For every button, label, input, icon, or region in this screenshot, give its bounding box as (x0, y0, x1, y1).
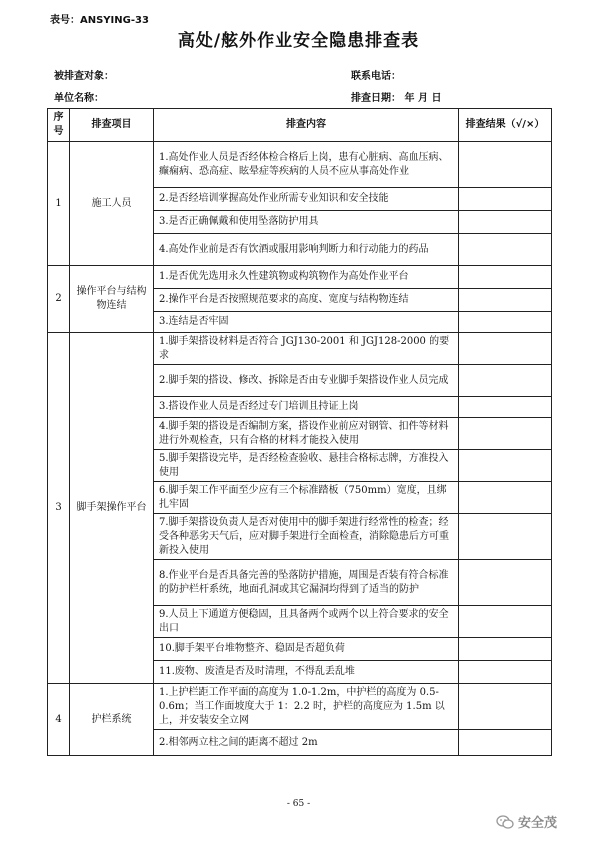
result-cell[interactable] (459, 606, 552, 638)
page-title: 高处/舷外作业安全隐患排查表 (177, 31, 420, 51)
section-number: 3 (48, 333, 70, 684)
check-item: 5.脚手架搭设完毕，是否经检查验收、悬挂合格标志牌，方准投入使用 (154, 450, 459, 482)
check-item: 6.脚手架工作平面至少应有三个标准踏板（750mm）宽度，且绑扎牢固 (154, 482, 459, 514)
result-cell[interactable] (459, 188, 552, 211)
check-item: 2.操作平台是否按照规范要求的高度、宽度与结构物连结 (154, 289, 459, 312)
result-cell[interactable] (459, 142, 552, 188)
check-item: 8.作业平台是否具备完善的坠落防护措施，周围是否装有符合标准的防护栏杆系统，地面孔洞或其它漏洞均得到了适当的防护 (154, 560, 459, 606)
section-number: 1 (48, 142, 70, 266)
header-content: 排查内容 (154, 109, 459, 142)
result-cell[interactable] (459, 514, 552, 560)
inspection-table (47, 108, 552, 756)
check-item: 10.脚手架平台堆物整齐、稳固是否超负荷 (154, 638, 459, 661)
section-name: 施工人员 (70, 142, 154, 266)
check-item: 2.是否经培训掌握高处作业所需专业知识和安全技能 (154, 188, 459, 211)
table-row (48, 266, 552, 289)
watermark-text: 安全茂 (518, 816, 558, 831)
section-name: 操作平台与结构物连结 (70, 266, 154, 333)
result-cell[interactable] (459, 289, 552, 312)
result-cell[interactable] (459, 234, 552, 266)
table-body (48, 142, 552, 756)
result-cell[interactable] (459, 450, 552, 482)
field-target-label: 被排查对象： (54, 71, 114, 82)
result-cell[interactable] (459, 333, 552, 365)
result-cell[interactable] (459, 266, 552, 289)
check-item: 1.脚手架搭设材料是否符合 JGJ130-2001 和 JGJ128-2000 的要求 (154, 333, 459, 365)
check-item: 1.是否优先选用永久性建筑物或构筑物作为高处作业平台 (154, 266, 459, 289)
check-item: 4.脚手架的搭设是否编制方案，搭设作业前应对钢管、扣件等材料进行外观检查，只有合格的材料才能投入使用 (154, 418, 459, 450)
check-item: 2.脚手架的搭设、修改、拆除是否由专业脚手架搭设作业人员完成 (154, 365, 459, 397)
table-row (48, 142, 552, 188)
check-item: 9.人员上下通道方便稳固，且具备两个或两个以上符合要求的安全出口 (154, 606, 459, 638)
wechat-icon (496, 815, 514, 829)
section-name: 脚手架操作平台 (70, 333, 154, 684)
field-unit-label: 单位名称： (54, 93, 104, 104)
check-item: 3.是否正确佩戴和使用坠落防护用具 (154, 211, 459, 234)
check-item: 7.脚手架搭设负责人是否对使用中的脚手架进行经常性的检查；经受各种恶劣天气后，应对脚手架进行全面检查，消除隐患后方可重新投入使用 (154, 514, 459, 560)
watermark (496, 812, 557, 831)
field-phone-label: 联系电话： (351, 71, 401, 82)
header-item: 排查项目 (70, 109, 154, 142)
page-number: - 65 - (286, 799, 311, 809)
check-item: 3.连结是否牢固 (154, 312, 459, 333)
result-cell[interactable] (459, 482, 552, 514)
result-cell[interactable] (459, 661, 552, 684)
check-item: 2.相邻两立柱之间的距离不超过 2m (154, 730, 459, 756)
form-code: 表号：ANSYING-33 (50, 15, 149, 26)
table-header-row (48, 109, 552, 142)
table-row (48, 333, 552, 365)
result-cell[interactable] (459, 730, 552, 756)
result-cell[interactable] (459, 397, 552, 418)
section-name: 护栏系统 (70, 684, 154, 756)
check-item: 11.废物、废渣是否及时清理，不得乱丢乱堆 (154, 661, 459, 684)
result-cell[interactable] (459, 418, 552, 450)
header-result: 排查结果（√/×） (459, 109, 552, 142)
result-cell[interactable] (459, 560, 552, 606)
table-row (48, 684, 552, 730)
result-cell[interactable] (459, 211, 552, 234)
check-item: 1.高处作业人员是否经体检合格后上岗，患有心脏病、高血压病、癫痫病、恐高症、眩晕症等疾病的人员不应从事高处作业 (154, 142, 459, 188)
result-cell[interactable] (459, 684, 552, 730)
header-no: 序号 (48, 109, 70, 142)
result-cell[interactable] (459, 638, 552, 661)
check-item: 3.搭设作业人员是否经过专门培训且持证上岗 (154, 397, 459, 418)
section-number: 2 (48, 266, 70, 333)
check-item: 4.高处作业前是否有饮酒或服用影响判断力和行动能力的药品 (154, 234, 459, 266)
result-cell[interactable] (459, 365, 552, 397)
check-item: 1.上护栏距工作平面的高度为 1.0-1.2m，中护栏的高度为 0.5-0.6m；当工作面坡度大于 1：2.2 时，护栏的高度应为 1.5m 以上，并安装安全立网 (154, 684, 459, 730)
section-number: 4 (48, 684, 70, 756)
result-cell[interactable] (459, 312, 552, 333)
field-date-label: 排查日期： 年 月 日 (351, 93, 442, 104)
